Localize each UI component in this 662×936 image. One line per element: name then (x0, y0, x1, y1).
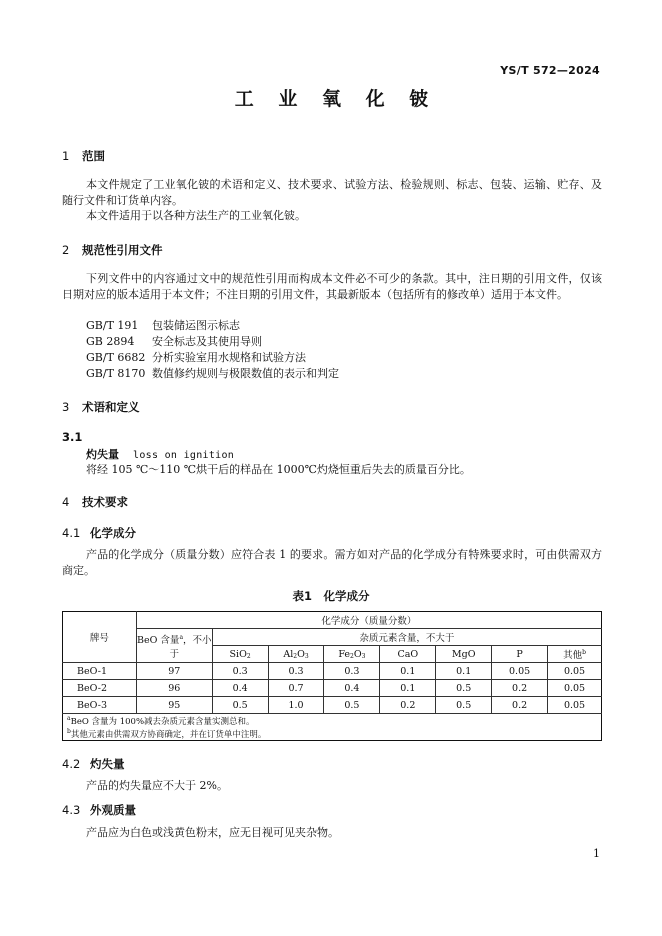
section-1-title: 范围 (82, 149, 105, 163)
reference-title: 安全标志及其使用导则 (152, 335, 262, 348)
row-value: 0.1 (436, 663, 492, 680)
row-value: 0.3 (212, 663, 268, 680)
section-2-title: 规范性引用文件 (82, 243, 163, 257)
row-value: 0.3 (268, 663, 324, 680)
note-a-mark: a (67, 714, 71, 722)
page-number: 1 (593, 847, 600, 860)
section-4-3-title: 外观质量 (90, 803, 136, 817)
reference-title: 数值修约规则与极限数值的表示和判定 (152, 367, 339, 380)
row-value: 0.3 (324, 663, 380, 680)
section-2-paragraph-1: 下列文件中的内容通过文中的规范性引用而构成本文件必不可少的条款。其中，注日期的引用文件，仅该日期对应的版本适用于本文件；不注日期的引用文件，其最新版本（包括所有的修改单）适用于本文件。 (62, 272, 602, 301)
table-note-b (63, 727, 602, 741)
row-value: 0.5 (436, 697, 492, 714)
col-header-p: P (492, 646, 548, 663)
section-4-heading (62, 494, 128, 510)
col-header-sio2-base: SiO (229, 648, 247, 660)
col-header-sio2 (212, 646, 268, 663)
row-value: 0.05 (548, 697, 602, 714)
reference-item (86, 366, 339, 382)
term-chinese: 灼失量 (86, 448, 119, 461)
term-english: loss on ignition (133, 450, 235, 461)
note-b-mark: b (67, 727, 71, 735)
row-value: 0.05 (548, 680, 602, 697)
section-4-1-paragraph: 产品的化学成分（质量分数）应符合表 1 的要求。需方如对产品的化学成分有特殊要求时，可由供需双方商定。 (62, 548, 602, 577)
col-header-al2o3-tail: O (297, 648, 305, 660)
row-value: 0.1 (380, 680, 436, 697)
section-4-1-title: 化学成分 (90, 526, 136, 540)
row-value: 0.2 (492, 697, 548, 714)
col-header-mgo: MgO (436, 646, 492, 663)
col-header-other (548, 646, 602, 663)
term-entry (86, 446, 234, 462)
section-3-heading (62, 399, 140, 415)
table-row (63, 697, 602, 714)
standard-code: YS/T 572—2024 (500, 64, 600, 77)
row-beo: 97 (136, 663, 212, 680)
col-header-cao: CaO (380, 646, 436, 663)
section-4-3-heading (62, 802, 136, 818)
col-header-other-label: 其他 (563, 650, 583, 661)
section-1-paragraph-1: 本文件规定了工业氧化铍的术语和定义、技术要求、试验方法、检验规则、标志、包装、运输、贮存、及随行文件和订货单内容。 (62, 178, 602, 207)
row-beo: 96 (136, 680, 212, 697)
note-a-text: BeO 含量为 100%减去杂质元素含量实测总和。 (70, 716, 255, 727)
brand-header: 牌号 (63, 612, 137, 663)
section-4-2-paragraph: 产品的灼失量应不大于 2%。 (86, 779, 228, 792)
section-4-3-paragraph: 产品应为白色或浅黄色粉末，应无目视可见夹杂物。 (86, 826, 339, 839)
beo-header-suffix: ，不小于 (169, 634, 212, 660)
section-4-1-heading (62, 525, 136, 541)
section-4-number: 4 (62, 495, 70, 509)
impurity-header: 杂质元素含量，不大于 (212, 629, 601, 646)
row-value: 0.2 (380, 697, 436, 714)
row-value: 0.4 (212, 680, 268, 697)
row-brand: BeO-1 (63, 663, 137, 680)
col-header-al2o3 (268, 646, 324, 663)
row-value: 0.5 (324, 697, 380, 714)
section-1-paragraph-2: 本文件适用于以各种方法生产的工业氧化铍。 (86, 209, 306, 222)
row-brand: BeO-3 (63, 697, 137, 714)
col-header-other-footnote-mark: b (582, 648, 586, 656)
col-header-fe2o3 (324, 646, 380, 663)
row-value: 1.0 (268, 697, 324, 714)
reference-item (86, 318, 240, 334)
row-value: 0.05 (548, 663, 602, 680)
col-header-al2o3-sub: 2 (293, 652, 298, 660)
section-4-2-heading (62, 756, 125, 772)
section-4-1-number: 4.1 (62, 526, 81, 540)
section-1-number: 1 (62, 149, 70, 163)
reference-code: GB/T 6682 (86, 351, 146, 364)
reference-code: GB/T 191 (86, 319, 139, 332)
section-2-heading (62, 242, 163, 258)
row-beo: 95 (136, 697, 212, 714)
chemical-composition-table (62, 611, 602, 741)
col-header-al2o3-sub2: 3 (304, 652, 309, 660)
section-4-3-number: 4.3 (62, 803, 81, 817)
col-header-fe2o3-base: Fe (338, 648, 351, 660)
table-row (63, 680, 602, 697)
reference-item (86, 334, 262, 350)
section-4-2-title: 灼失量 (90, 757, 125, 771)
table-note-a (63, 714, 602, 728)
term-number: 3.1 (62, 430, 83, 444)
beo-header (136, 629, 212, 663)
row-value: 0.5 (212, 697, 268, 714)
composition-group-header: 化学成分（质量分数） (136, 612, 601, 629)
note-b-text: 其他元素由供需双方协商确定，并在订货单中注明。 (70, 729, 267, 740)
reference-title: 包装储运图示标志 (152, 319, 240, 332)
col-header-sio2-sub: 2 (246, 652, 251, 660)
table-row (63, 663, 602, 680)
reference-title: 分析实验室用水规格和试验方法 (152, 351, 306, 364)
row-value: 0.05 (492, 663, 548, 680)
section-4-title: 技术要求 (82, 495, 128, 509)
section-1-heading (62, 148, 105, 164)
table-caption: 表1 化学成分 (292, 589, 370, 603)
section-4-2-number: 4.2 (62, 757, 81, 771)
row-value: 0.2 (492, 680, 548, 697)
document-title: 工 业 氧 化 铍 (234, 88, 438, 110)
col-header-fe2o3-sub2: 3 (361, 652, 366, 660)
col-header-fe2o3-sub: 2 (350, 652, 354, 660)
reference-code: GB 2894 (86, 335, 135, 348)
reference-item (86, 350, 306, 366)
row-value: 0.4 (324, 680, 380, 697)
row-value: 0.1 (380, 663, 436, 680)
col-header-al2o3-base: Al (283, 648, 294, 660)
section-3-number: 3 (62, 400, 70, 414)
row-value: 0.7 (268, 680, 324, 697)
beo-footnote-mark: a (179, 633, 184, 641)
reference-code: GB/T 8170 (86, 367, 146, 380)
term-definition: 将经 105 ℃～110 ℃烘干后的样品在 1000℃灼烧恒重后失去的质量百分比。 (86, 463, 471, 476)
section-3-title: 术语和定义 (82, 400, 140, 414)
beo-header-label: BeO 含量 (137, 634, 180, 646)
row-brand: BeO-2 (63, 680, 137, 697)
section-2-number: 2 (62, 243, 70, 257)
col-header-fe2o3-tail: O (353, 648, 362, 660)
row-value: 0.5 (436, 680, 492, 697)
